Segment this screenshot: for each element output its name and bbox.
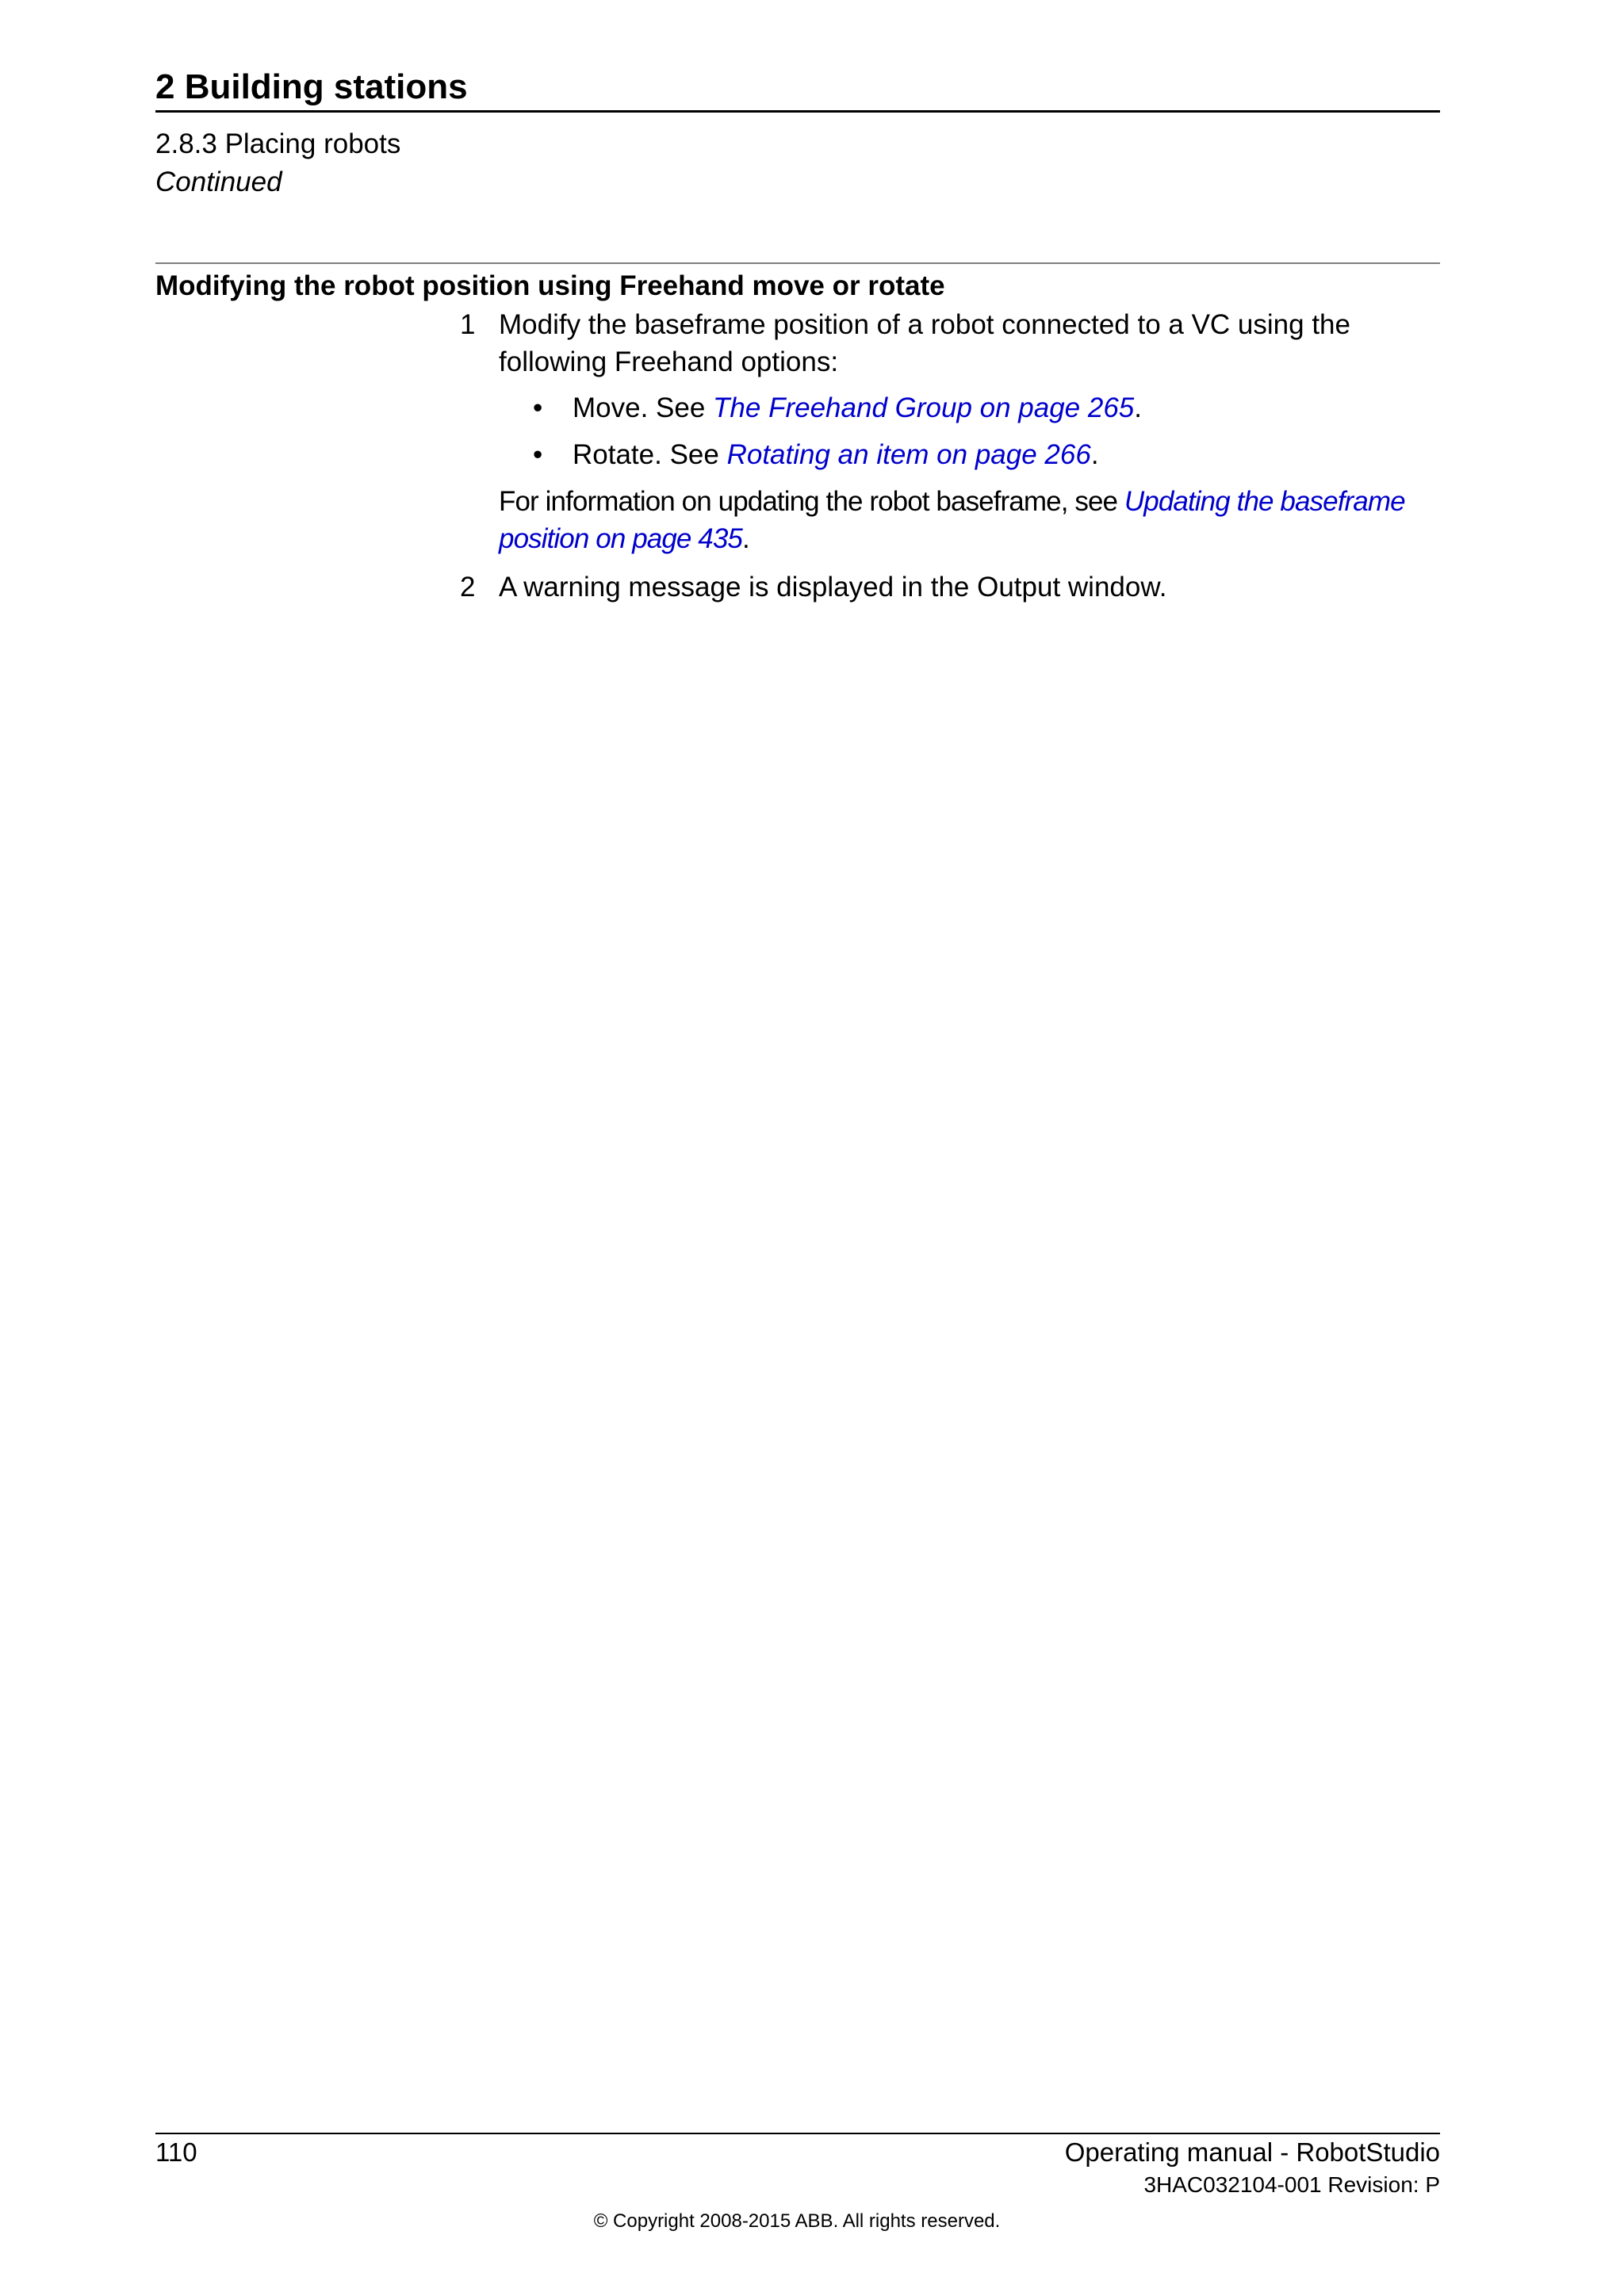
bullet-suffix: .	[1134, 392, 1143, 423]
note-suffix: .	[742, 523, 749, 554]
bullet-prefix: Move. See	[573, 392, 714, 423]
rotating-item-link[interactable]: Rotating an item on page 266	[726, 439, 1091, 470]
footer-rule	[155, 2133, 1440, 2134]
step-note	[499, 483, 1446, 557]
bullet-item	[573, 436, 1099, 473]
chapter-title: 2 Building stations	[155, 67, 468, 106]
continued-label: Continued	[155, 166, 282, 197]
step-number: 2	[460, 572, 476, 603]
bullet-item	[573, 389, 1142, 427]
note-prefix: For information on updating the robot baseframe, see	[499, 486, 1124, 517]
step-text: A warning message is displayed in the Output window.	[499, 572, 1167, 603]
bullet-prefix: Rotate. See	[573, 439, 727, 470]
bullet-marker: •	[533, 392, 543, 423]
chapter-rule	[155, 110, 1440, 113]
freehand-group-link[interactable]: The Freehand Group on page 265	[713, 392, 1135, 423]
copyright-notice: © Copyright 2008-2015 ABB. All rights reserved.	[593, 2210, 1001, 2232]
bullet-suffix: .	[1090, 439, 1099, 470]
page-number: 110	[155, 2137, 197, 2167]
manual-title: Operating manual - RobotStudio	[1064, 2137, 1440, 2167]
document-id: 3HAC032104-001 Revision: P	[1143, 2172, 1440, 2197]
section-rule	[155, 262, 1440, 264]
bullet-marker: •	[533, 439, 543, 470]
section-title: 2.8.3 Placing robots	[155, 128, 401, 159]
section-heading: Modifying the robot position using Freehand move or rotate	[155, 270, 945, 301]
step-text: Modify the baseframe position of a robot connected to a VC using the following Freehand options:	[499, 309, 1350, 377]
step-number: 1	[460, 309, 476, 340]
updating-baseframe-link[interactable]: Updating the baseframe position on page 435	[499, 486, 1405, 554]
